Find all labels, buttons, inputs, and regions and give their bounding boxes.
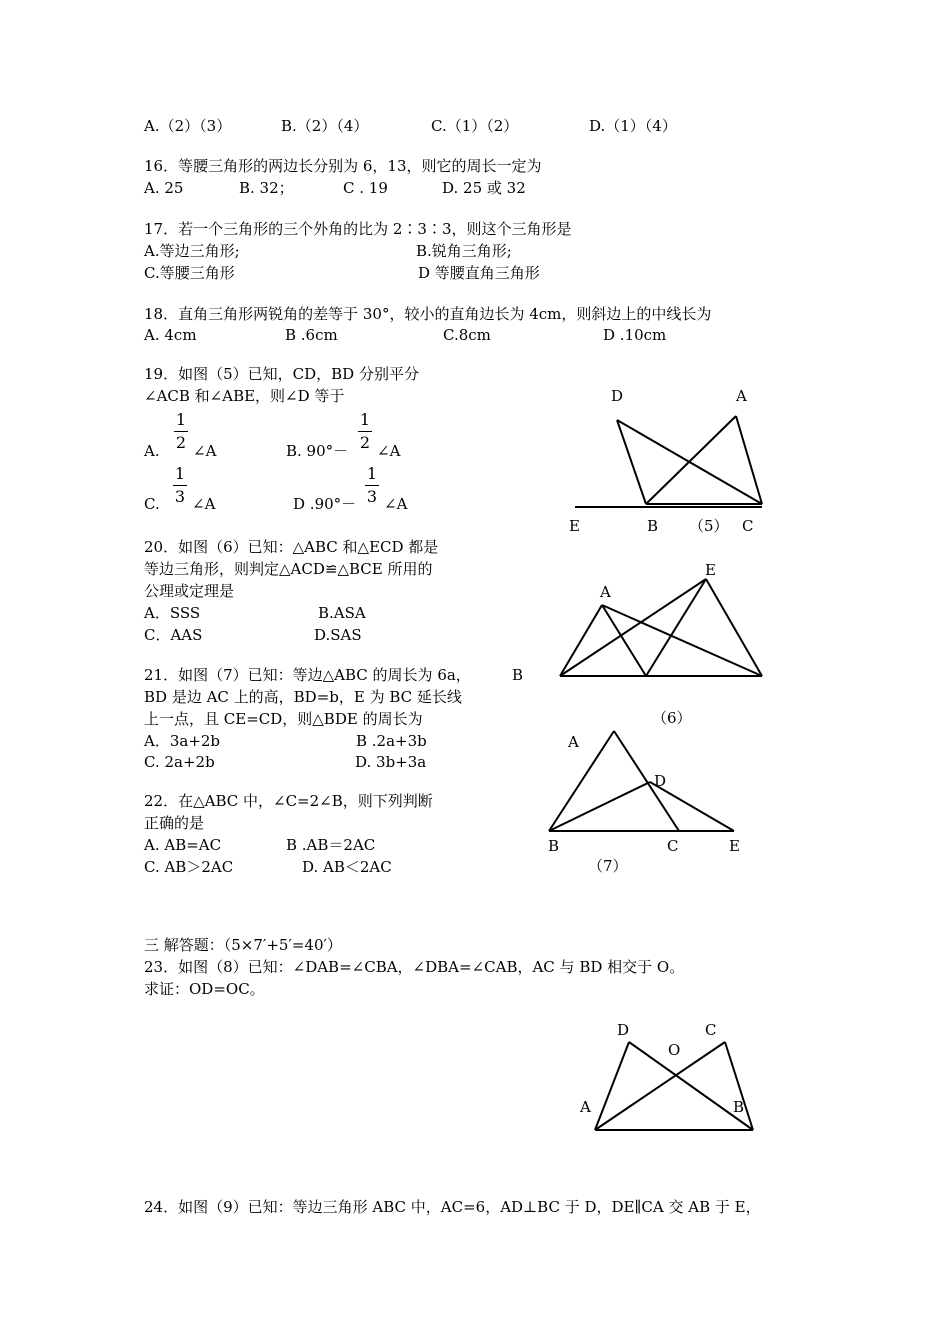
q21-line3: 上一点，且 CE=CD，则△BDE 的周长为	[144, 710, 423, 728]
fig7-label-D: D	[654, 772, 667, 790]
line-DB	[629, 1042, 753, 1130]
fig5-label-D: D	[611, 387, 624, 405]
denominator: 3	[366, 487, 378, 506]
q17-option-a: A.等边三角形;	[144, 242, 240, 260]
q15-option-c: C.（1）（2）	[431, 117, 519, 135]
figure-6	[560, 579, 762, 676]
q20-line1: 20．如图（6）已知：△ABC 和△ECD 都是	[144, 538, 439, 556]
fig8-label-O: O	[668, 1041, 681, 1059]
fig8-label-A: A	[580, 1098, 591, 1116]
fig7-label-E: E	[729, 837, 740, 855]
q17-option-b: B.锐角三角形;	[416, 242, 512, 260]
numerator: 1	[175, 410, 187, 429]
fig8-label-D: D	[617, 1021, 630, 1039]
q22-line1: 22．在△ABC 中，∠C=2∠B，则下列判断	[144, 792, 433, 810]
fig6-label-A: A	[600, 583, 611, 601]
fig5-caption: （5）	[689, 517, 729, 535]
denominator: 2	[175, 433, 187, 452]
fig8-label-B: B	[733, 1098, 745, 1116]
q17-option-d: D 等腰直角三角形	[418, 264, 540, 282]
q15-option-b: B.（2）（4）	[281, 117, 369, 135]
q19-option-c-angle: ∠A	[192, 495, 216, 513]
line-AC	[595, 1042, 725, 1130]
q16-option-b: B. 32；	[239, 179, 294, 197]
line-DB	[617, 420, 646, 504]
denominator: 3	[174, 487, 186, 506]
fig5-label-A: A	[736, 387, 747, 405]
q23-line1: 23．如图（8）已知：∠DAB=∠CBA，∠DBA=∠CAB，AC 与 BD 相交于 O。	[144, 958, 685, 976]
q20-line2: 等边三角形，则判定△ACD≌△BCE 所用的	[144, 560, 433, 578]
q18-option-a: A. 4cm	[144, 326, 197, 344]
q21-line2: BD 是边 AC 上的高，BD=b，E 为 BC 延长线	[144, 688, 462, 706]
q21-option-b: B .2a+3b	[356, 732, 427, 750]
q22-line2: 正确的是	[144, 814, 205, 832]
line-EB	[560, 579, 706, 676]
q17-stem: 17．若一个三角形的三个外角的比为 2∶3∶3，则这个三角形是	[144, 220, 572, 238]
fig5-label-C: C	[742, 517, 754, 535]
fig5-label-E: E	[569, 517, 580, 535]
section-heading: 三 解答题：（5×7′+5′=40′）	[144, 936, 342, 954]
fig5-label-B: B	[647, 517, 659, 535]
line-AD	[602, 605, 762, 676]
q18-option-c: C.8cm	[443, 326, 491, 344]
q23-line2: 求证：OD=OC。	[144, 980, 265, 998]
q16-option-d: D. 25 或 32	[442, 179, 526, 197]
line-ED	[706, 579, 762, 676]
q17-option-c: C.等腰三角形	[144, 264, 235, 282]
q19-option-a-angle: ∠A	[193, 442, 217, 460]
q18-stem: 18．直角三角形两锐角的差等于 30°，较小的直角边长为 4cm，则斜边上的中线长为	[144, 305, 712, 323]
line-CB	[725, 1042, 753, 1130]
q19-option-a-label: A.	[144, 442, 160, 460]
q15-option-d: D.（1）（4）	[589, 117, 677, 135]
q22-option-d: D. AB＜2AC	[302, 858, 392, 876]
q15-option-a: A.（2）（3）	[144, 117, 232, 135]
q20-option-c: C．AAS	[144, 626, 203, 644]
fig7-label-C: C	[667, 837, 679, 855]
fig6-label-E: E	[705, 561, 716, 579]
q20-option-a: A．SSS	[144, 604, 201, 622]
fig7-label-B: B	[548, 837, 560, 855]
line-AC	[614, 731, 679, 831]
q19-option-d-label: D .90°－	[293, 495, 357, 513]
fig8-label-C: C	[705, 1021, 717, 1039]
q19-option-c-label: C.	[144, 495, 160, 513]
fig7-caption: （7）	[588, 857, 628, 875]
q22-option-a: A. AB=AC	[144, 836, 222, 854]
q22-option-b: B .AB＝2AC	[286, 836, 376, 854]
q21-option-d: D. 3b+3a	[355, 753, 427, 771]
line-DA	[595, 1042, 629, 1130]
numerator: 1	[359, 410, 371, 429]
fig6-label-B: B	[512, 666, 524, 684]
numerator: 1	[174, 464, 186, 483]
denominator: 2	[359, 433, 371, 452]
figure-5	[575, 416, 762, 507]
line-AB	[560, 605, 602, 676]
q19-option-b-label: B. 90°－	[286, 442, 349, 460]
q20-option-b: B.ASA	[318, 604, 366, 622]
numerator: 1	[366, 464, 378, 483]
q16-option-a: A. 25	[144, 179, 184, 197]
q19-option-b-angle: ∠A	[377, 442, 401, 460]
q21-option-a: A．3a+2b	[144, 732, 221, 750]
line-AB	[646, 416, 736, 504]
q24-line1: 24．如图（9）已知：等边三角形 ABC 中，AC=6，AD⊥BC 于 D，DE∥CA 交 AB 于 E，	[144, 1198, 761, 1216]
q18-option-b: B .6cm	[285, 326, 338, 344]
q21-option-c: C. 2a+2b	[144, 753, 215, 771]
q19-option-d-angle: ∠A	[384, 495, 408, 513]
fig7-label-A: A	[568, 733, 579, 751]
q20-option-d: D.SAS	[314, 626, 362, 644]
q18-option-d: D .10cm	[603, 326, 667, 344]
q21-line1: 21．如图（7）已知：等边△ABC 的周长为 6a，	[144, 666, 471, 684]
q16-option-c: C . 19	[343, 179, 388, 197]
q19-line2: ∠ACB 和∠ABE，则∠D 等于	[144, 387, 345, 405]
q16-stem: 16．等腰三角形的两边长分别为 6，13，则它的周长一定为	[144, 157, 542, 175]
q22-option-c: C. AB＞2AC	[144, 858, 234, 876]
fig6-caption: （6）	[652, 709, 692, 727]
q20-line3: 公理或定理是	[144, 582, 235, 600]
q19-line1: 19．如图（5）已知，CD，BD 分别平分	[144, 365, 419, 383]
